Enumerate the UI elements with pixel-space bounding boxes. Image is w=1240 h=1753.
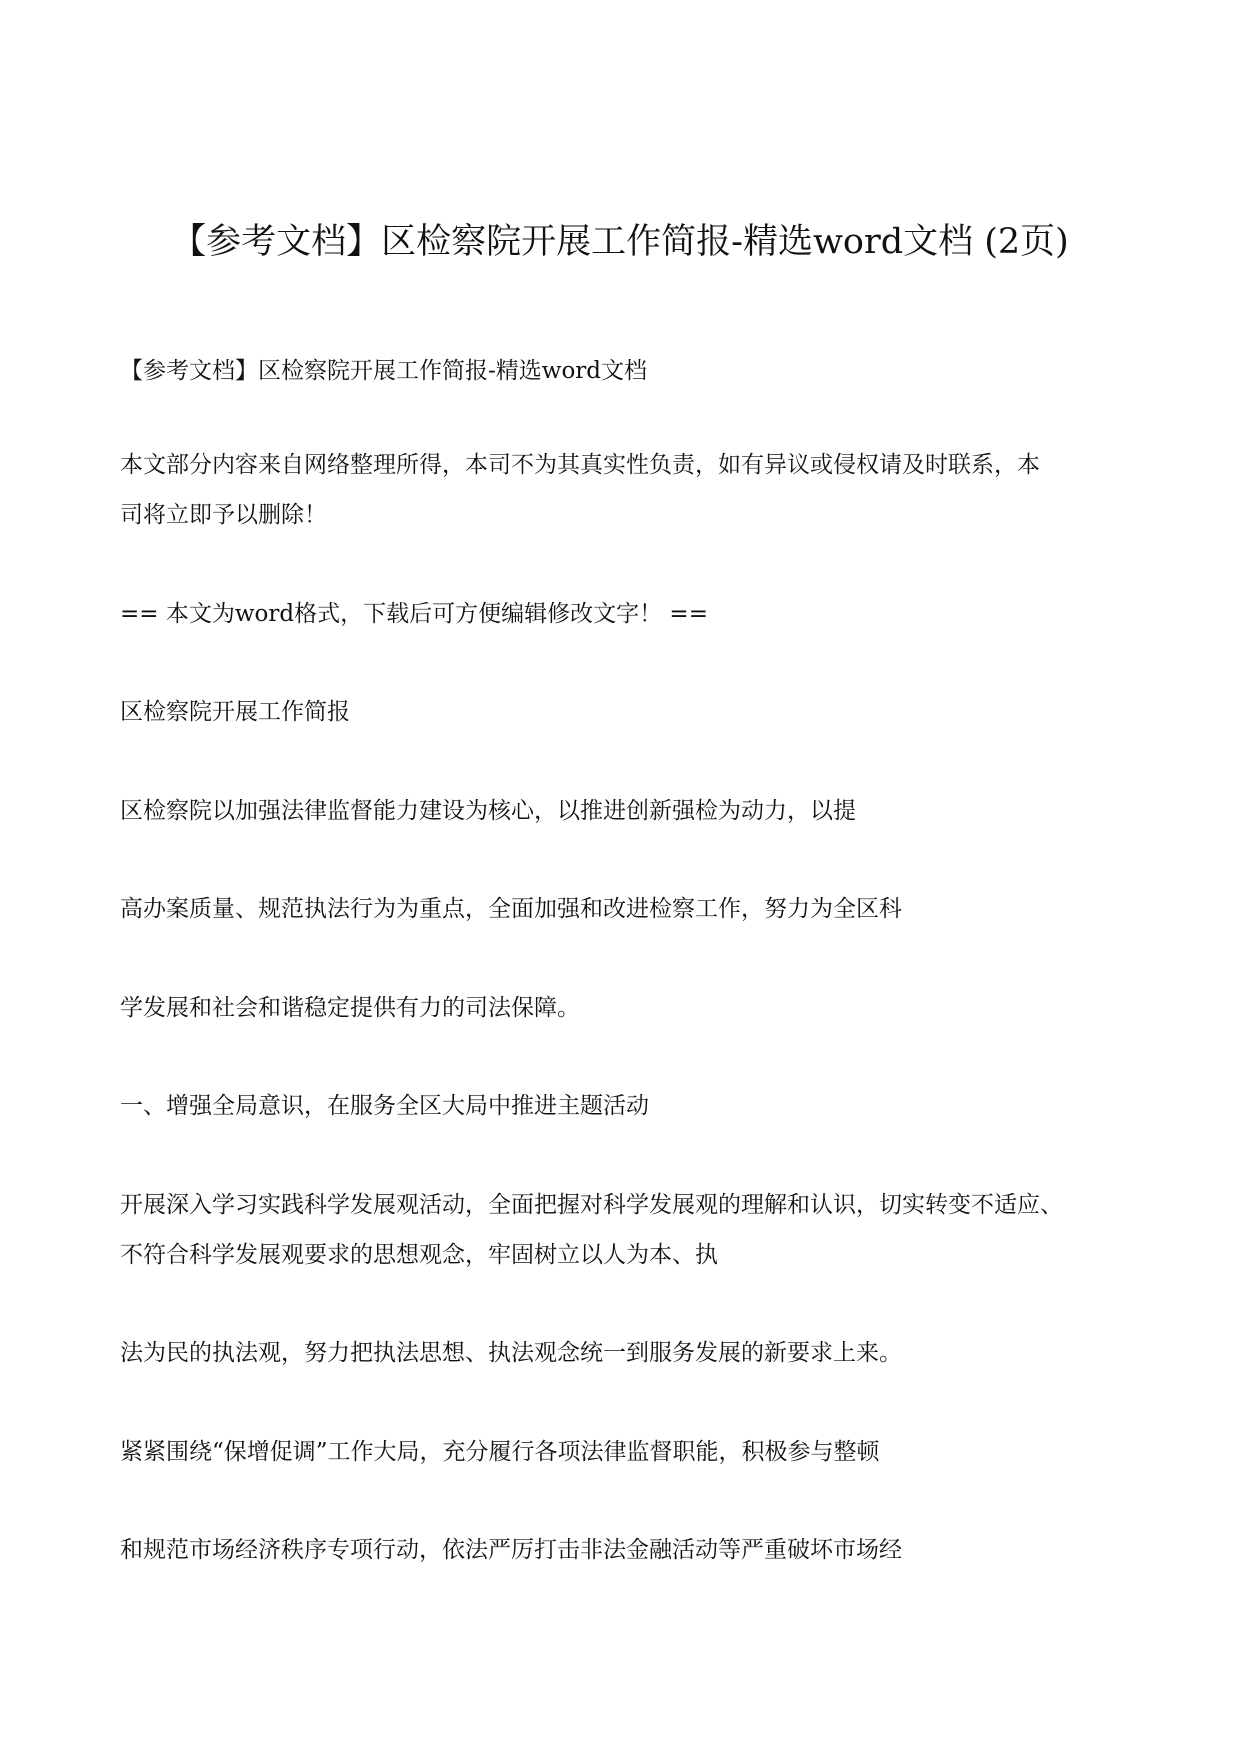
- doc-line: 区检察院以加强法律监督能力建设为核心，以推进创新强检为动力，以提: [120, 798, 856, 824]
- doc-line: 不符合科学发展观要求的思想观念，牢固树立以人为本、执: [120, 1242, 718, 1268]
- doc-line: 本文部分内容来自网络整理所得，本司不为其真实性负责，如有异议或侵权请及时联系，本: [120, 452, 1040, 478]
- doc-line: 高办案质量、规范执法行为为重点，全面加强和改进检察工作，努力为全区科: [120, 896, 902, 922]
- document-title: 【参考文档】区检察院开展工作简报-精选word文档 (2页): [171, 222, 1069, 262]
- doc-line: == 本文为word格式，下载后可方便编辑修改文字！ ==: [120, 601, 708, 627]
- doc-line: 开展深入学习实践科学发展观活动，全面把握对科学发展观的理解和认识，切实转变不适应、: [120, 1192, 1063, 1218]
- doc-line: 区检察院开展工作简报: [120, 699, 350, 725]
- doc-line: 和规范市场经济秩序专项行动，依法严厉打击非法金融活动等严重破坏市场经: [120, 1537, 902, 1563]
- section-heading: 一、增强全局意识，在服务全区大局中推进主题活动: [120, 1093, 649, 1119]
- doc-line: 【参考文档】区检察院开展工作简报-精选word文档: [120, 358, 648, 384]
- doc-line: 法为民的执法观，努力把执法思想、执法观念统一到服务发展的新要求上来。: [120, 1340, 902, 1366]
- doc-line: 紧紧围绕“保增促调”工作大局，充分履行各项法律监督职能，积极参与整顿: [120, 1439, 880, 1465]
- doc-line: 司将立即予以删除！: [120, 502, 327, 528]
- doc-line: 学发展和社会和谐稳定提供有力的司法保障。: [120, 995, 580, 1021]
